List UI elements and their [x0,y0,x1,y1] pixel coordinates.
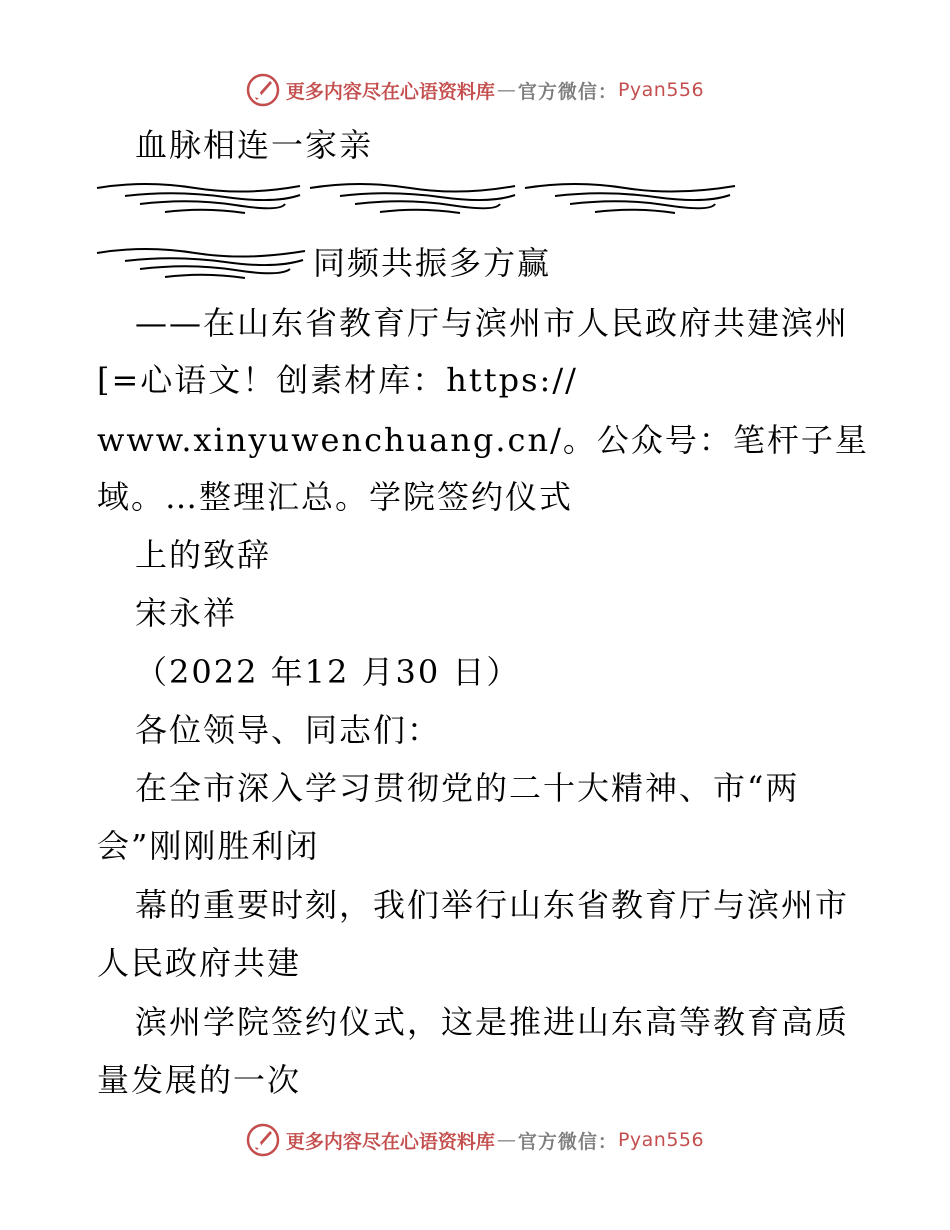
text-line-10: 各位领导、同志们： [135,711,442,749]
banner-wechat-handle: Pyan556 [617,79,705,101]
text-line-12: 会”刚刚胜利闭 [97,827,320,865]
text-line-6: 域。…整理汇总。学院签约仪式 [97,478,574,516]
text-line-1: 血脉相连一家亲 [135,126,374,164]
text-line-3: ——在山东省教育厅与滨州市人民政府共建滨州 [135,304,850,342]
banner-wechat-handle: Pyan556 [617,1129,705,1151]
text-line-7: 上的致辞 [135,536,272,574]
text-line-14: 人民政府共建 [97,944,302,982]
banner-dash: — [496,1129,516,1151]
text-line-2: 同频共振多方赢 [313,244,552,282]
banner-dash: — [496,79,516,101]
text-line-13: 幕的重要时刻，我们举行山东省教育厅与滨州市 [135,886,850,924]
text-line-4: [=心语文！创素材库：https:// [97,361,578,399]
text-line-11: 在全市深入学习贯彻党的二十大精神、市“两 [135,769,800,807]
banner-left-text: 更多内容尽在心语资料库 [285,1130,495,1153]
header-banner [0,70,950,110]
text-line-9: （2022 年12 月30 日） [135,653,521,691]
text-line-16: 量发展的一次 [97,1061,302,1099]
quill-pen-logo-icon [246,1123,280,1157]
text-line-8: 宋永祥 [135,594,238,632]
banner-left-text: 更多内容尽在心语资料库 [285,80,495,103]
footer-banner [0,1120,950,1160]
banner-wechat-label: 官方微信： [517,1130,618,1153]
banner-wechat-label: 官方微信： [517,80,618,103]
text-line-15: 滨州学院签约仪式，这是推进山东高等教育高质 [135,1003,850,1041]
text-line-5: www.xinyuwenchuang.cn/。公众号：笔杆子星 [97,421,869,459]
quill-pen-logo-icon [246,73,280,107]
decorative-wave-row-1 [95,180,740,220]
decorative-wave-row-2 [95,245,310,285]
